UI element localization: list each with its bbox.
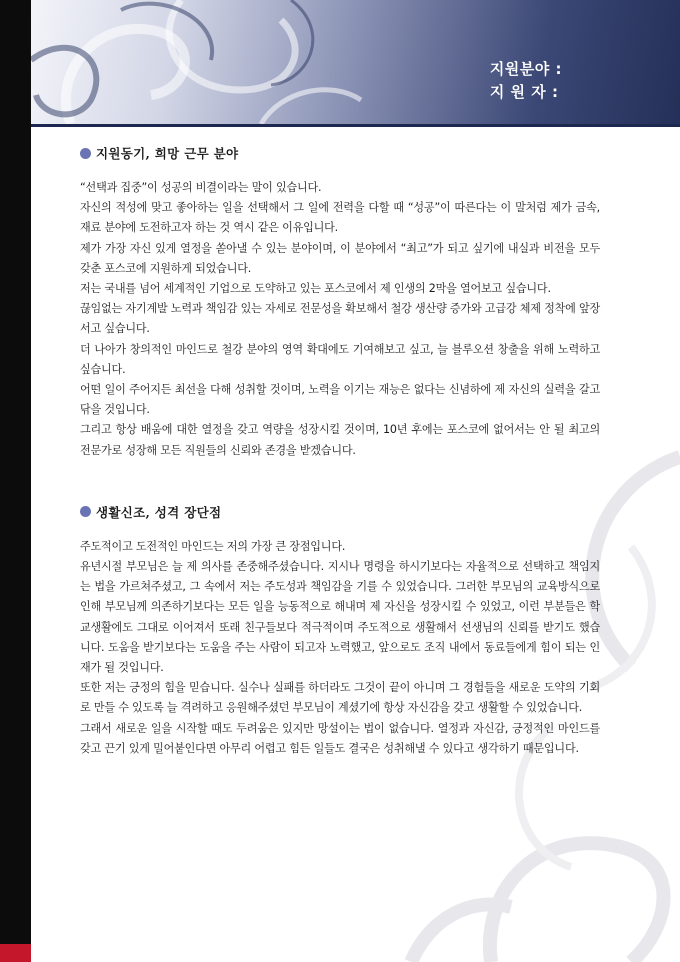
section-personality: [80, 499, 600, 759]
section-heading: [80, 499, 600, 525]
section-title: 지원동기, 희망 근무 분야: [96, 146, 239, 161]
section-text: [80, 537, 600, 759]
paragraph: 그래서 새로운 일을 시작할 때도 두려움은 있지만 망설이는 법이 없습니다. 열정과 자신감, 긍정적인 마인드를 갖고 끈기 있게 밀어붙인다면 아무리 어렵고 힘든 일들도 결국은 성취해낼 수 있다고 생각하기 때문입니다.: [80, 721, 600, 755]
section-heading: [80, 140, 600, 166]
header-rule: [31, 124, 680, 127]
section-text: [80, 178, 600, 461]
paragraph: 또한 저는 긍정의 힘을 믿습니다. 실수나 실패를 하더라도 그것이 끝이 아니며 그 경험들을 새로운 도약의 기회로 만들 수 있도록 늘 격려하고 응원해주셨던 부모님이 계셨기에 항상 자신감을 갖고 생활할 수 있었습니다.: [80, 681, 600, 715]
paragraph: 제가 가장 자신 있게 열정을 쏟아낼 수 있는 분야이며, 이 분야에서 “최고”가 되고 싶기에 내실과 비전을 모두 갖춘 포스코에 지원하게 되었습니다.: [80, 241, 600, 275]
document-body: [80, 140, 600, 759]
paragraph: 더 나아가 창의적인 마인드로 철강 분야의 영역 확대에도 기여해보고 싶고, 늘 블루오션 창출을 위해 노력하고 싶습니다.: [80, 342, 600, 376]
paragraph: 그리고 항상 배움에 대한 열정을 갖고 역량을 성장시킬 것이며, 10년 후에는 포스코에 없어서는 안 될 최고의 전문가로 성장해 모든 직원들의 신뢰와 존경을 받겠습니다.: [80, 423, 600, 457]
section-title: 생활신조, 성격 장단점: [96, 504, 222, 520]
left-margin-bar: [0, 0, 31, 962]
field-label: 지원분야 :: [489, 60, 562, 78]
bullet-circle-icon: [80, 148, 91, 159]
paragraph: 주도적이고 도전적인 마인드는 저의 가장 큰 장점입니다.: [80, 539, 346, 553]
header-swirl-decoration: [31, 0, 680, 124]
paragraph: 자신의 적성에 맞고 좋아하는 일을 선택해서 그 일에 전력을 다할 때 “성공”이 따른다는 이 말처럼 제가 금속, 재료 분야에 도전하고자 하는 것 역시 같은 이유입니다.: [80, 201, 600, 235]
paragraph: 끊임없는 자기계발 노력과 책임감 있는 자세로 전문성을 확보해서 철강 생산량 증가와 고급강 체제 정착에 앞장서고 싶습니다.: [80, 302, 600, 336]
bullet-circle-icon: [80, 506, 91, 517]
paragraph: 저는 국내를 넘어 세계적인 기업으로 도약하고 있는 포스코에서 제 인생의 2막을 열어보고 싶습니다.: [80, 282, 551, 296]
left-bar-red-accent: [0, 944, 31, 962]
paragraph: 어떤 일이 주어지든 최선을 다해 성취할 것이며, 노력을 이기는 재능은 없다는 신념하에 제 자신의 실력을 갈고 닦을 것입니다.: [80, 383, 600, 417]
applicant-info: [490, 58, 562, 104]
applicant-label: 지 원 자 :: [489, 83, 559, 101]
paragraph: “선택과 집중”이 성공의 비결이라는 말이 있습니다.: [80, 181, 322, 194]
paragraph: 유년시절 부모님은 늘 제 의사를 존중해주셨습니다. 지시나 명령을 하시기보다는 자율적으로 선택하고 책임지는 법을 가르쳐주셨고, 그 속에서 저는 주도성과 책임감을 기를 수 있었습니다. 그러한 부모님의 교육방식으로 인해 부모님께 의존하기보다는 모든 일을 능동적으로 해내며 제 자신을 성장시킬 수 있었고, 이런 부분들은 학교생활에도 그대로 이어져서 또래 친구들보다 적극적이며 주도적으로 생활해서 선생님의 신뢰를 받기도 했습니다. 도움을 받기보다는 도움을 주는 사람이 되고자 노력했고, 앞으로도 조직 내에서 동료들에게 힘이 되는 인재가 될 것입니다.: [80, 560, 600, 675]
header-banner: [31, 0, 680, 124]
section-motivation: [80, 140, 600, 461]
